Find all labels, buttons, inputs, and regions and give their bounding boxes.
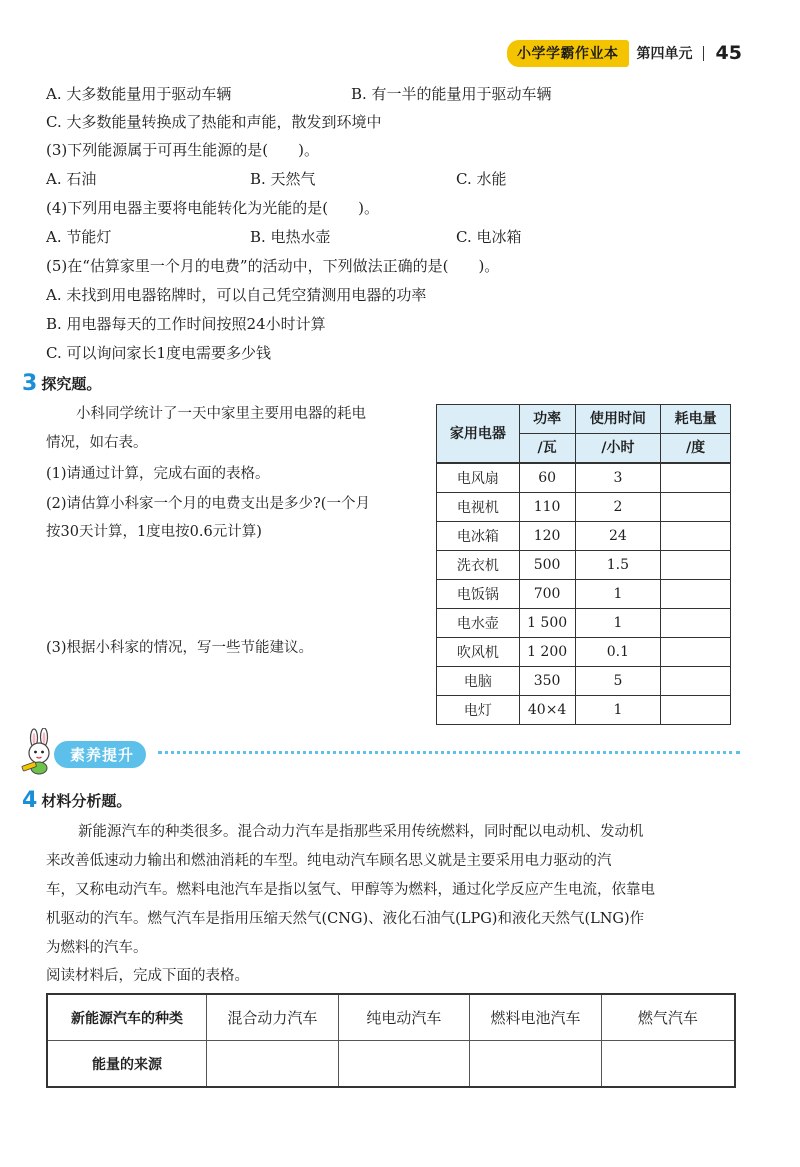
energy-source-blank[interactable] [338,1041,470,1088]
page-header [507,38,742,68]
section-3-heading [22,371,101,396]
q3-option-c: C. 水能 [456,170,507,188]
cell-appliance: 电饭锅 [437,580,520,609]
cell-usage-blank[interactable] [661,667,731,696]
cell-power: 500 [519,551,575,580]
cell-usage-blank[interactable] [661,638,731,667]
book-title-badge: 小学学霸作业本 [507,40,629,67]
section-3-number: 3 [22,371,38,396]
table-row [437,609,731,638]
q5-option-c: C. 可以询问家长1度电需要多少钱 [46,344,272,362]
q5-option-b: B. 用电器每天的工作时间按照24小时计算 [46,315,326,333]
cell-hours: 5 [575,667,661,696]
literacy-banner-label: 素养提升 [54,741,146,768]
cell-appliance: 吹风机 [437,638,520,667]
s3-question-3: (3)根据小科家的情况，写一些节能建议。 [46,640,314,656]
header-time: 使用时间 [575,405,661,434]
cell-usage-blank[interactable] [661,580,731,609]
cell-power: 350 [519,667,575,696]
header-usage-unit: /度 [661,434,731,464]
car-type-cell: 混合动力汽车 [207,994,339,1041]
cell-hours: 3 [575,463,661,493]
literacy-banner [20,728,740,776]
table-row [437,580,731,609]
s3-question-1: (1)请通过计算，完成右面的表格。 [46,466,270,482]
cell-appliance: 电冰箱 [437,522,520,551]
material-line5: 为燃料的汽车。 [46,940,148,956]
car-type-row [47,994,735,1041]
q5-stem: (5)在“估算家里一个月的电费”的活动中，下列做法正确的是( )。 [46,257,500,275]
cell-appliance: 洗衣机 [437,551,520,580]
cell-usage-blank[interactable] [661,493,731,522]
cell-usage-blank[interactable] [661,551,731,580]
banner-dotted-rule [158,751,740,754]
car-energy-table [46,993,736,1088]
cell-usage-blank[interactable] [661,522,731,551]
cell-hours: 0.1 [575,638,661,667]
q3-stem: (3)下列能源属于可再生能源的是( )。 [46,141,319,159]
energy-source-blank[interactable] [470,1041,602,1088]
material-line1: 新能源汽车的种类很多。混合动力汽车是指那些采用传统燃料，同时配以电动机、发动机 [78,824,644,840]
header-time-unit: /小时 [575,434,661,464]
cell-appliance: 电灯 [437,696,520,725]
energy-source-header: 能量的来源 [47,1041,207,1088]
table-row [437,638,731,667]
page-number: 45 [715,42,742,64]
cell-power: 1 500 [519,609,575,638]
header-usage: 耗电量 [661,405,731,434]
cell-hours: 2 [575,493,661,522]
cell-appliance: 电视机 [437,493,520,522]
cell-power: 120 [519,522,575,551]
cell-hours: 1.5 [575,551,661,580]
material-line2: 来改善低速动力输出和燃油消耗的车型。纯电动汽车顾名思义就是主要采用电力驱动的汽 [46,853,612,869]
header-power-unit: /瓦 [519,434,575,464]
cell-hours: 1 [575,609,661,638]
cell-appliance: 电水壶 [437,609,520,638]
table-row [437,522,731,551]
cell-usage-blank[interactable] [661,463,731,493]
cell-hours: 1 [575,696,661,725]
q2-option-b: B. 有一半的能量用于驱动车辆 [351,85,552,103]
s3-question-2-line2: 按30天计算，1度电按0.6元计算) [46,524,262,540]
q2-option-c: C. 大多数能量转换成了热能和声能，散发到环境中 [46,113,382,131]
header-power: 功率 [519,405,575,434]
q5-option-a: A. 未找到用电器铭牌时，可以自己凭空猜测用电器的功率 [46,286,427,304]
section-3-title: 探究题。 [41,375,102,393]
cell-appliance: 电脑 [437,667,520,696]
cell-power: 700 [519,580,575,609]
q2-option-a: A. 大多数能量用于驱动车辆 [46,85,232,103]
header-appliance: 家用电器 [437,405,520,464]
q3-option-b: B. 天然气 [250,170,316,188]
energy-source-blank[interactable] [207,1041,339,1088]
car-type-cell: 燃料电池汽车 [470,994,602,1041]
q4-stem: (4)下列用电器主要将电能转化为光能的是( )。 [46,199,379,217]
table-row [437,463,731,493]
cell-power: 110 [519,493,575,522]
cell-power: 60 [519,463,575,493]
appliance-power-table [436,404,731,725]
car-type-header: 新能源汽车的种类 [47,994,207,1041]
s3-intro-line2: 情况，如右表。 [46,435,148,451]
section-4-title: 材料分析题。 [41,792,132,810]
unit-label: 第四单元 [636,46,693,62]
material-instruction: 阅读材料后，完成下面的表格。 [46,968,249,984]
q3-option-a: A. 石油 [46,170,97,188]
cell-power: 40×4 [519,696,575,725]
car-type-cell: 纯电动汽车 [338,994,470,1041]
s3-question-2-line1: (2)请估算小科家一个月的电费支出是多少?(一个月 [46,496,370,512]
cell-hours: 24 [575,522,661,551]
cell-hours: 1 [575,580,661,609]
table-row [437,696,731,725]
table-row [437,551,731,580]
cell-usage-blank[interactable] [661,609,731,638]
s3-intro-line1: 小科同学统计了一天中家里主要用电器的耗电 [76,406,366,422]
energy-source-blank[interactable] [601,1041,735,1088]
energy-source-row [47,1041,735,1088]
material-line4: 机驱动的汽车。燃气汽车是指用压缩天然气(CNG)、液化石油气(LPG)和液化天然气(LNG)作 [46,911,645,927]
section-4-number: 4 [22,788,38,813]
car-type-cell: 燃气汽车 [601,994,735,1041]
cell-usage-blank[interactable] [661,696,731,725]
table-row [437,493,731,522]
q4-option-b: B. 电热水壶 [250,228,331,246]
q4-option-c: C. 电冰箱 [456,228,522,246]
section-4-heading [22,788,131,813]
table-header-row [437,405,731,434]
material-line3: 车，又称电动汽车。燃料电池汽车是指以氢气、甲醇等为燃料，通过化学反应产生电流，依靠电 [46,882,655,898]
header-divider [703,46,704,61]
cell-power: 1 200 [519,638,575,667]
q4-option-a: A. 节能灯 [46,228,112,246]
table-row [437,667,731,696]
cell-appliance: 电风扇 [437,463,520,493]
